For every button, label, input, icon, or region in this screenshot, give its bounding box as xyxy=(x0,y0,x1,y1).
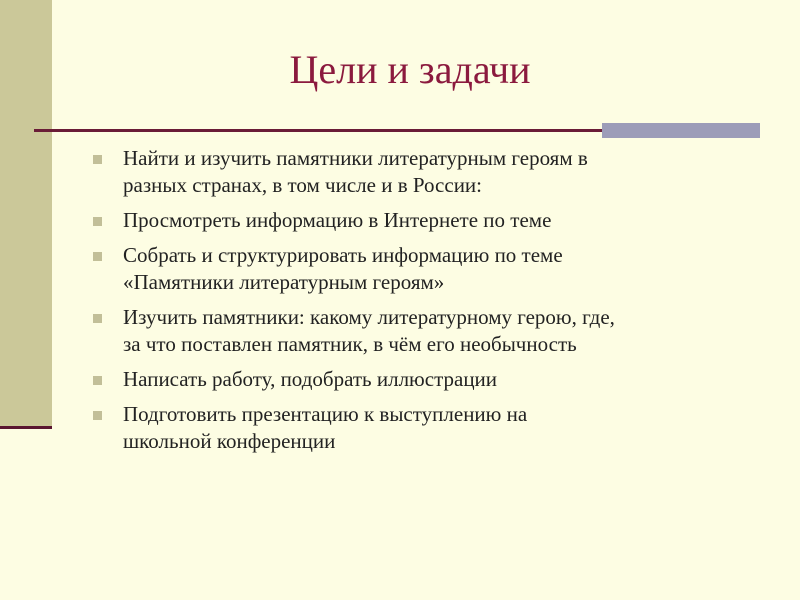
title-divider-line xyxy=(34,129,602,132)
square-bullet-icon xyxy=(93,252,102,261)
left-decorative-band xyxy=(0,0,52,426)
square-bullet-icon xyxy=(93,376,102,385)
slide-title: Цели и задачи xyxy=(289,47,531,92)
bullet-text: Собрать и структурировать информацию по теме «Памятники литературным героям» xyxy=(123,243,563,294)
bullet-item xyxy=(92,401,772,455)
bullet-text: Написать работу, подобрать иллюстрации xyxy=(123,367,498,391)
bullet-item xyxy=(92,304,772,358)
bullet-text: Подготовить презентацию к выступлению на школьной конференции xyxy=(123,402,528,453)
bullet-text: Изучить памятники: какому литературному герою, где, за что поставлен памятник, в чём его необычность xyxy=(123,305,615,356)
bullet-text: Просмотреть информацию в Интернете по теме xyxy=(123,208,552,232)
bullet-item xyxy=(92,366,772,393)
title-divider-block xyxy=(602,123,760,138)
bullet-list xyxy=(92,145,772,463)
bullet-item xyxy=(92,207,772,234)
bullet-item xyxy=(92,145,772,199)
square-bullet-icon xyxy=(93,155,102,164)
square-bullet-icon xyxy=(93,314,102,323)
bullet-text: Найти и изучить памятники литературным героям в разных странах, в том числе и в России: xyxy=(123,146,588,197)
square-bullet-icon xyxy=(93,217,102,226)
bullet-item xyxy=(92,242,772,296)
square-bullet-icon xyxy=(93,411,102,420)
left-band-underline xyxy=(0,426,52,429)
